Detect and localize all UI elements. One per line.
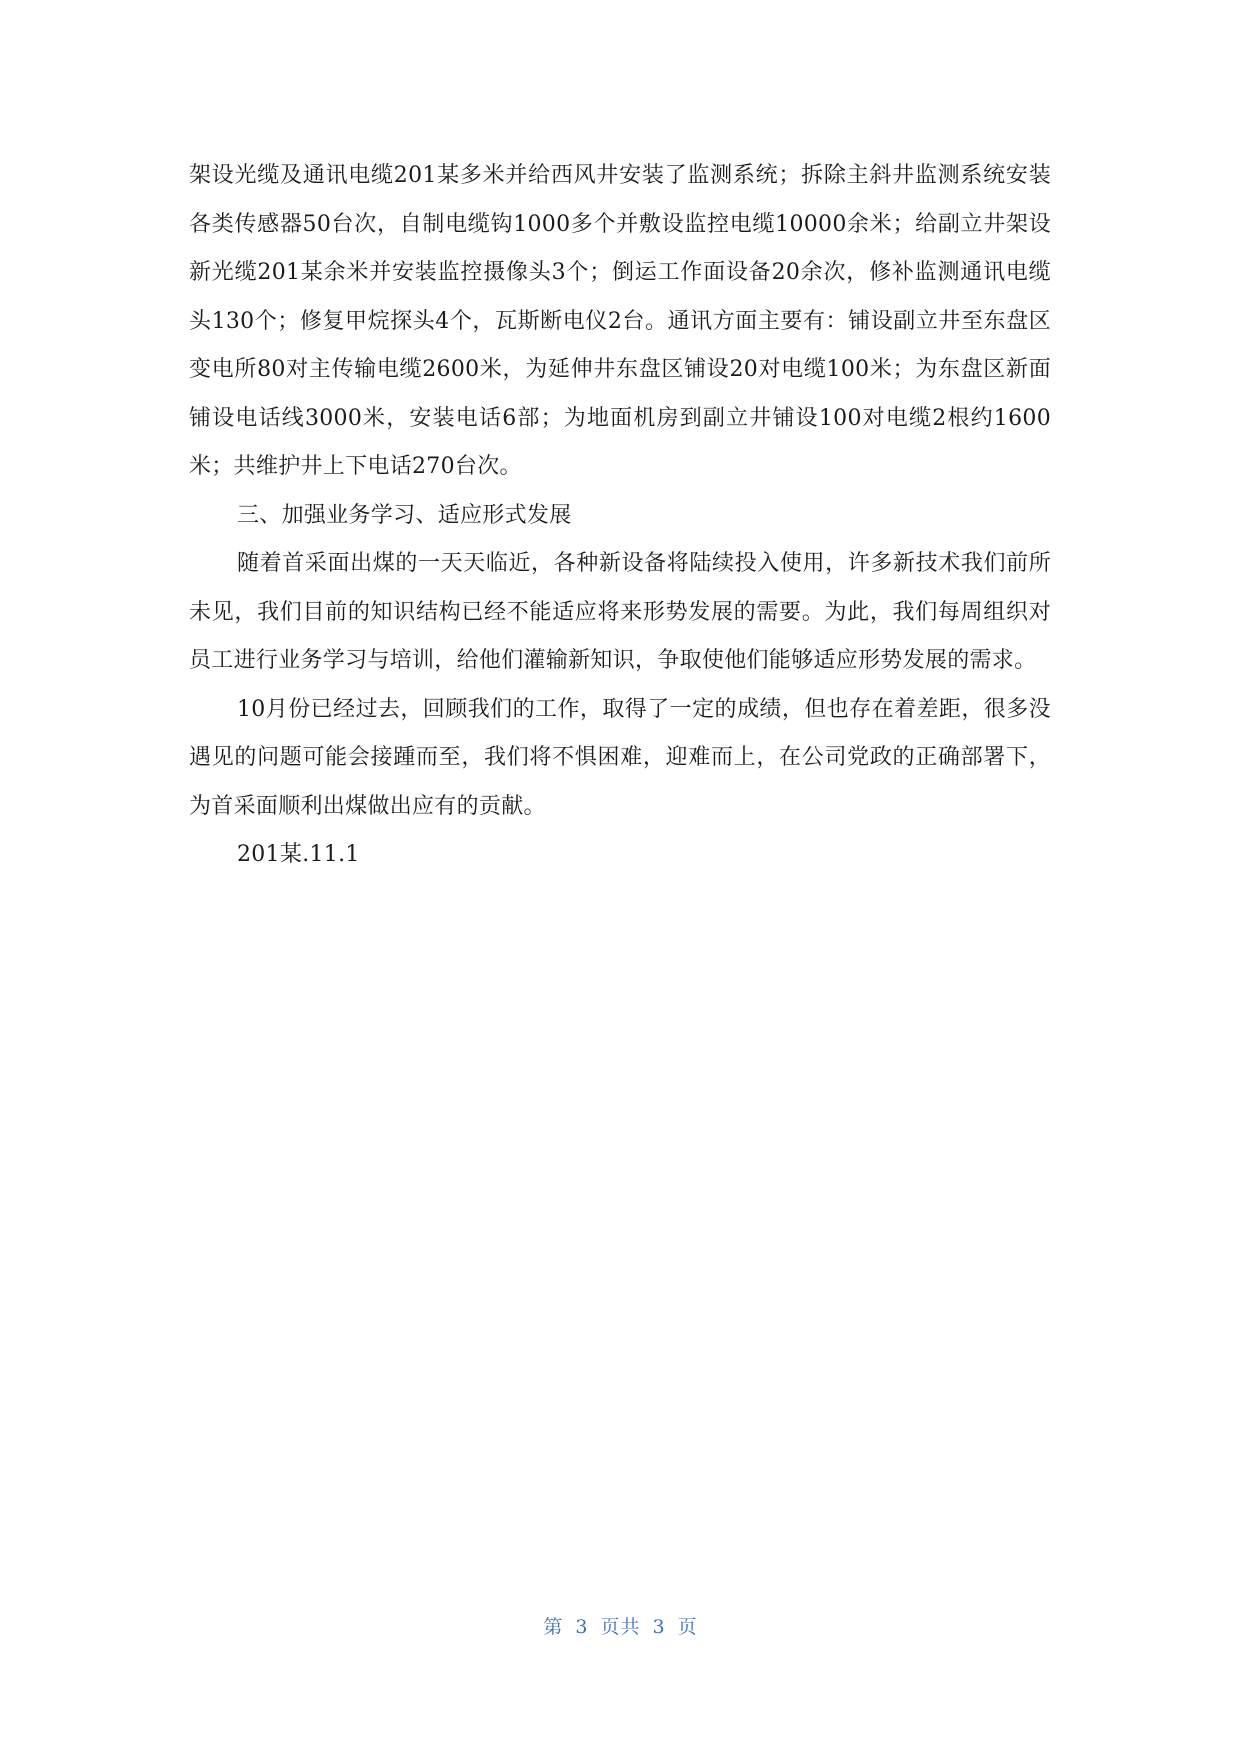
paragraph-conclusion: 10月份已经过去，回顾我们的工作，取得了一定的成绩，但也存在着差距，很多没遇见的问题可能会接踵而至，我们将不惧困难，迎难而上，在公司党政的正确部署下，为首采面顺利出煤做出应有的贡献。 [189,696,1051,819]
paragraph-training: 随着首采面出煤的一天天临近，各种新设备将陆续投入使用，许多新技术我们前所未见，我们目前的知识结构已经不能适应将来形势发展的需要。为此，我们每周组织对员工进行业务学习与培训，给他们灌输新知识，争取使他们能够适应形势发展的需求。 [189,551,1051,673]
paragraph-monitoring-work: 架设光缆及通讯电缆201某多米并给西风井安装了监测系统；拆除主斜井监测系统安装各类传感器50台次，自制电缆钩1000多个并敷设监控电缆10000余米；给副立井架设新光缆201某余米并安装监控摄像头3个；倒运工作面设备20余次，修补监测通讯电缆头130个；修复甲烷探头4个，瓦斯断电仪2台。通讯方面主要有：铺设副立井至东盘区变电所80对主传输电缆2600米，为延伸井东盘区铺设20对电缆100米；为东盘区新面铺设电话线3000米，安装电话6部；为地面机房到副立井铺设100对电缆2根约1600米；共维护井上下电话270台次。 [189,163,1051,479]
document-date: 201某.11.1 [237,842,360,867]
document-body [189,152,1051,880]
footer-mid: 页共 [600,1616,641,1638]
section-heading-business-study: 三、加强业务学习、适应形式发展 [237,502,572,528]
footer-prefix: 第 [543,1616,564,1638]
page-footer [0,1612,1241,1639]
footer-total-pages: 3 [652,1616,666,1638]
footer-suffix: 页 [677,1616,698,1638]
footer-current-page: 3 [575,1616,589,1638]
